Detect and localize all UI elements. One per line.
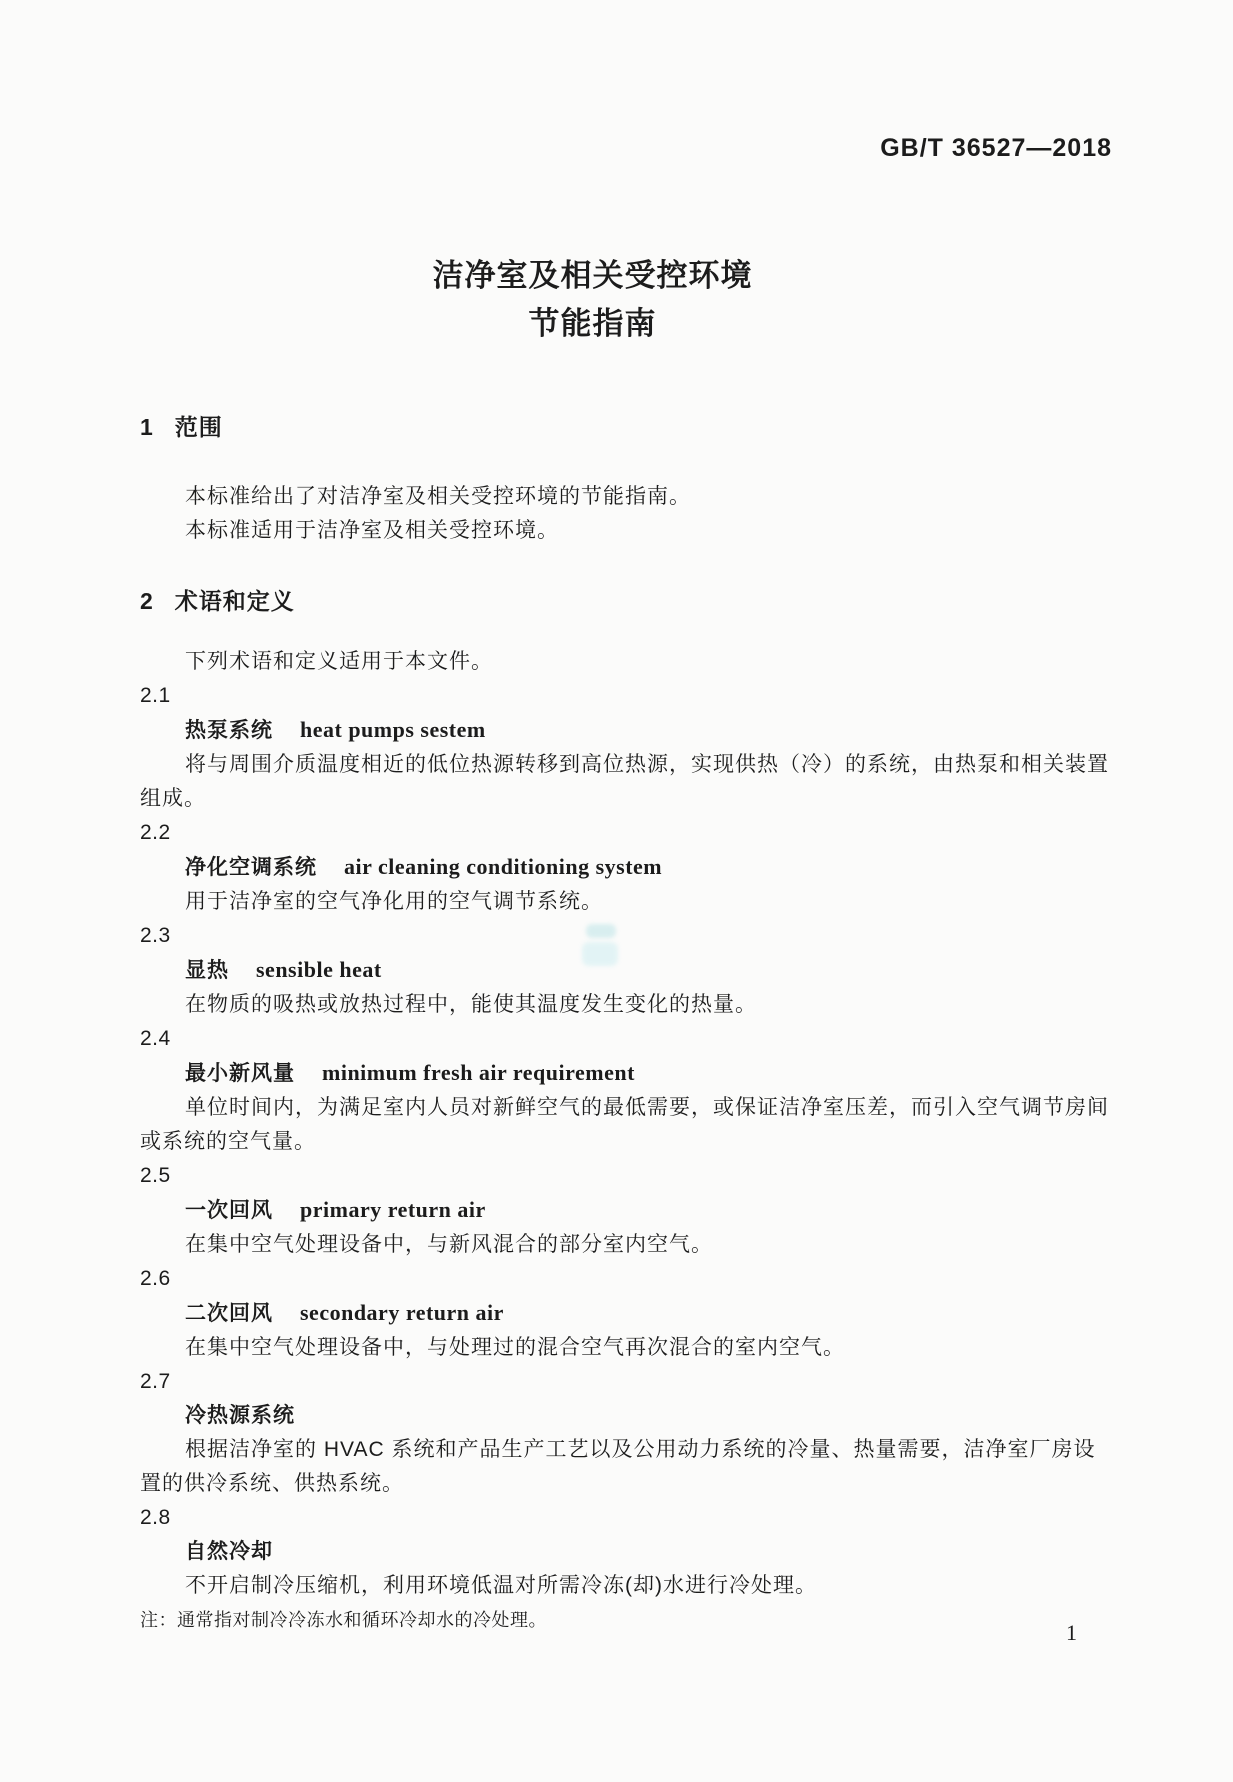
term-definition: 在集中空气处理设备中，与新风混合的部分室内空气。 xyxy=(185,1233,713,1256)
term-en: heat pumps sestem xyxy=(300,717,486,742)
term-block-2-1 xyxy=(140,679,1112,816)
term-en: sensible heat xyxy=(256,957,382,982)
term-title xyxy=(185,1056,1112,1091)
term-definition: 将与周围介质温度相近的低位热源转移到高位热源，实现供热（冷）的系统，由热泵和相关装置组成。 xyxy=(140,753,1109,810)
term-number: 2.2 xyxy=(140,821,171,844)
section-heading-terms xyxy=(140,584,1112,618)
scope-paragraph: 本标准适用于洁净室及相关受控环境。 xyxy=(185,519,559,542)
term-number: 2.5 xyxy=(140,1164,171,1187)
term-en: primary return air xyxy=(300,1197,486,1222)
section-label: 术语和定义 xyxy=(174,588,295,614)
term-zh: 净化空调系统 xyxy=(185,856,317,879)
term-block-2-6 xyxy=(140,1262,1112,1365)
term-zh: 二次回风 xyxy=(185,1302,273,1325)
term-block-2-3 xyxy=(140,919,1112,1022)
term-zh: 自然冷却 xyxy=(185,1540,273,1563)
term-title xyxy=(185,953,1112,988)
scope-paragraph: 本标准给出了对洁净室及相关受控环境的节能指南。 xyxy=(185,485,691,508)
term-title xyxy=(185,1193,1112,1228)
term-block-2-5 xyxy=(140,1159,1112,1262)
section-number: 1 xyxy=(140,414,154,440)
term-definition: 单位时间内，为满足室内人员对新鲜空气的最低需要，或保证洁净室压差，而引入空气调节房间或系统的空气量。 xyxy=(140,1096,1109,1153)
term-zh: 最小新风量 xyxy=(185,1062,295,1085)
terms-intro: 下列术语和定义适用于本文件。 xyxy=(185,650,493,673)
term-definition: 用于洁净室的空气净化用的空气调节系统。 xyxy=(185,890,603,913)
term-title xyxy=(185,713,1112,748)
term-zh: 一次回风 xyxy=(185,1199,273,1222)
term-zh: 热泵系统 xyxy=(185,719,273,742)
term-block-2-4 xyxy=(140,1022,1112,1159)
term-en: secondary return air xyxy=(300,1300,504,1325)
title-line-2: 节能指南 xyxy=(528,306,657,341)
term-zh: 显热 xyxy=(185,959,229,982)
term-block-2-7 xyxy=(140,1365,1112,1501)
term-number: 2.3 xyxy=(140,924,171,947)
term-number: 2.1 xyxy=(140,684,171,707)
term-block-2-8 xyxy=(140,1501,1112,1637)
title-line-1: 洁净室及相关受控环境 xyxy=(432,258,753,293)
term-title xyxy=(185,1296,1112,1331)
term-number: 2.7 xyxy=(140,1370,171,1393)
term-definition: 不开启制冷压缩机，利用环境低温对所需冷冻(却)水进行冷处理。 xyxy=(185,1574,817,1597)
section-heading-scope xyxy=(140,410,1112,444)
term-title xyxy=(185,1535,1112,1569)
term-title xyxy=(185,1399,1112,1433)
term-number: 2.4 xyxy=(140,1027,171,1050)
term-en: air cleaning conditioning system xyxy=(344,854,663,879)
document-body xyxy=(140,410,1112,1637)
term-definition: 在物质的吸热或放热过程中，能使其温度发生变化的热量。 xyxy=(185,993,757,1016)
term-en: minimum fresh air requirement xyxy=(322,1060,635,1085)
term-number: 2.8 xyxy=(140,1506,171,1529)
term-definition: 根据洁净室的 HVAC 系统和产品生产工艺以及公用动力系统的冷量、热量需要，洁净室厂房设置的供冷系统、供热系统。 xyxy=(140,1438,1096,1495)
term-note: 注：通常指对制冷冷冻水和循环冷却水的冷处理。 xyxy=(140,1610,547,1630)
document-title xyxy=(0,252,1209,348)
standard-number: GB/T 36527—2018 xyxy=(880,134,1112,162)
term-block-2-2 xyxy=(140,816,1112,919)
page-number: 1 xyxy=(1066,1620,1077,1645)
term-number: 2.6 xyxy=(140,1267,171,1290)
term-zh: 冷热源系统 xyxy=(185,1404,295,1427)
term-definition: 在集中空气处理设备中，与处理过的混合空气再次混合的室内空气。 xyxy=(185,1336,845,1359)
section-number: 2 xyxy=(140,588,154,614)
section-label: 范围 xyxy=(174,414,223,440)
term-title xyxy=(185,850,1112,885)
